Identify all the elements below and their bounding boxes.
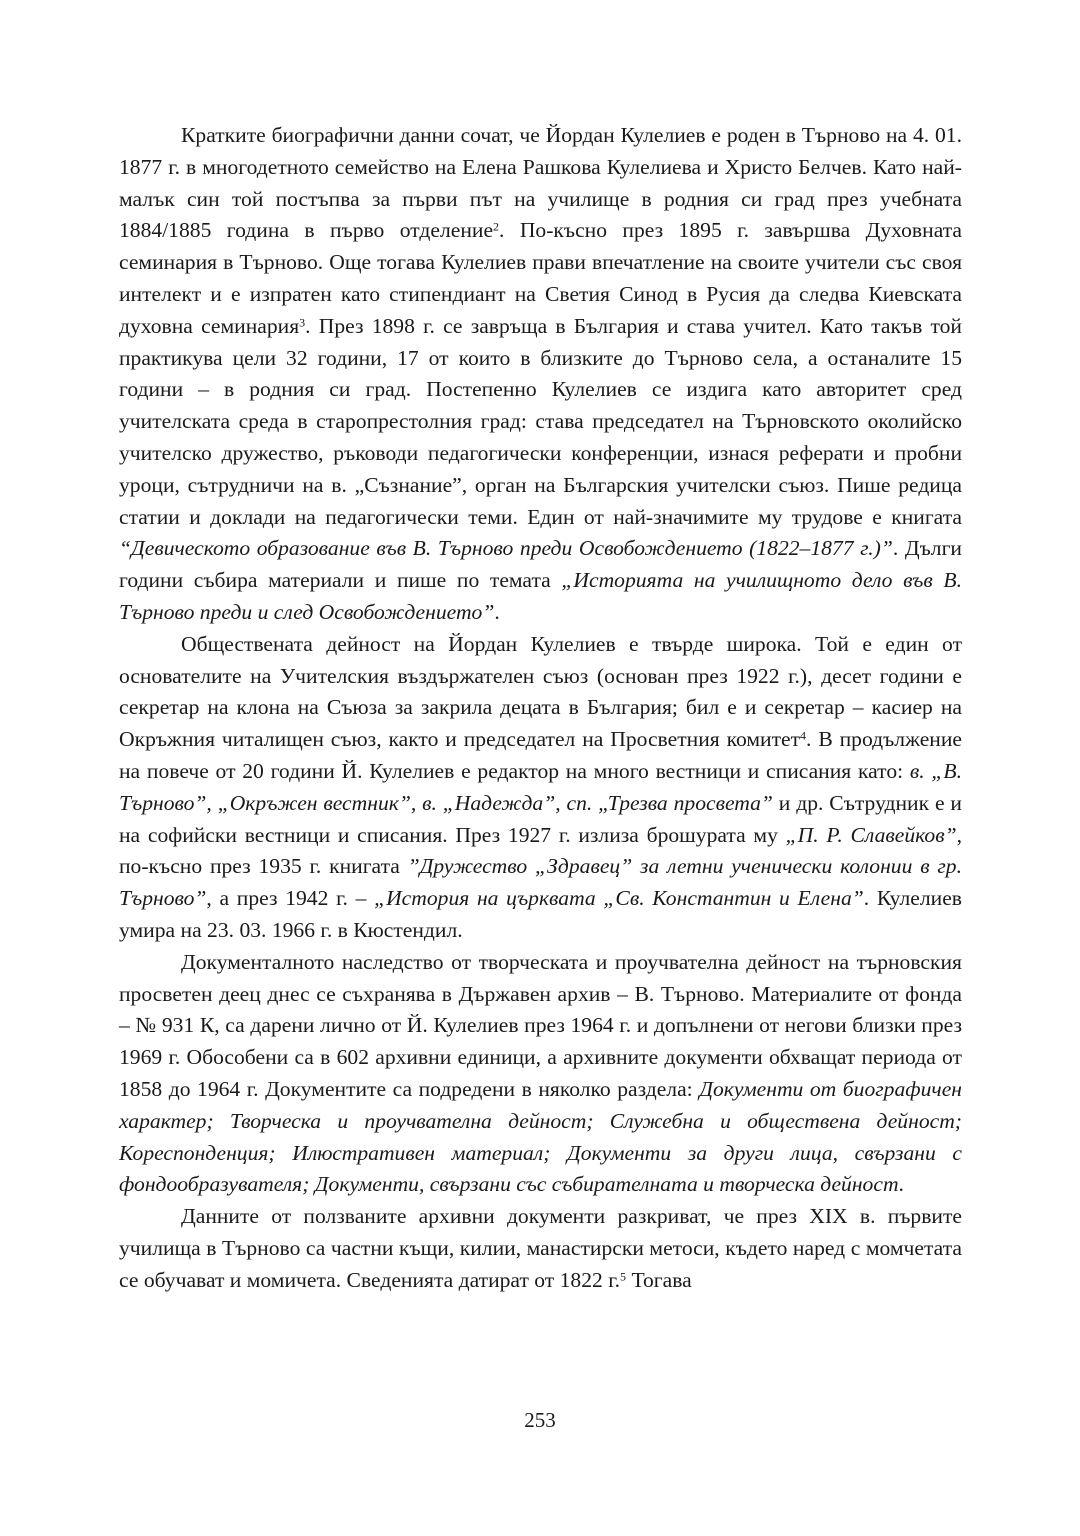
document-body: [119, 120, 962, 1296]
footnote-marker: 5: [620, 1269, 627, 1284]
footnote-marker: 2: [493, 219, 500, 234]
text-run: Обществената дейност на Йордан Кулелиев е твърде широка. Той е един от основателите на Учителския въздържателен съюз (основан през 1922 г.), десет години е секретар на клона на Съюза за закрила децата в България; бил е и секретар – касиер на Окръжния читалищен съюз, както и председател на Просветния комитет: [119, 631, 962, 752]
paragraph-public-activity: [119, 629, 962, 947]
text-run: .: [494, 599, 500, 624]
text-run: . Дълги години събира материали и пише по темата: [119, 536, 962, 593]
text-run: Данните от ползваните архивни документи разкриват, че през XIX в. първите училища в Търново са частни къщи, килии, манастирски метоси, където наред с момчетата се обучават и момичета. Сведенията датират от 1822 г.: [119, 1204, 962, 1292]
italic-title: в. „В. Търново”, „Окръжен вестник”, в. „Надежда”, сп. „Трезва просвета”: [119, 758, 962, 815]
italic-title: ”Дружество „Здравец” за летни ученически колонии в гр. Търново”: [119, 854, 962, 911]
footnote-marker: 3: [299, 315, 306, 330]
italic-title: “Девическото образование във В. Търново преди Освобождението (1822–1877 г.)”: [119, 536, 893, 561]
text-run: . По-късно през 1895 г. завършва Духовната семинария в Търново. Още тогава Кулелиев прави впечатление на своите учители със своя интелект и е изпратен като стипендиант на Светия Синод в Русия да следва Киевската духовна семинария: [119, 218, 962, 338]
italic-title: Документи от биографичен характер; Творческа и проучвателна дейност; Служебна и обществена дейност; Кореспонденция; Илюстративен материал; Документи за други лица, свързани с фондообразувателя; Документи, свързани със събирателната и творческа дейност: [119, 1076, 962, 1197]
text-run: Документалното наследство от творческата и проучвателна дейност на търновския просветен деец днес се съхранява в Държавен архив – В. Търново. Материалите от фонда – № 931 К, са дарени лично от Й. Кулелиев през 1964 г. и допълнени от негови близки през 1969 г. Обособени са в 602 архивни единици, а архивните документи обхващат периода от 1858 до 1964 г. Документите са подредени в няколко раздела:: [119, 949, 962, 1101]
text-run: Тогава: [626, 1267, 692, 1292]
italic-title: „Историята на училищното дело във В. Търново преди и след Освобождението”: [119, 568, 962, 624]
footnote-marker: 4: [800, 728, 807, 743]
text-run: , а през 1942 г. –: [206, 886, 375, 911]
text-run: , по-късно през 1935 г. книгата: [119, 822, 962, 879]
text-run: и др. Сътрудник е и на софийски вестници и списания. През 1927 г. излиза брошурата му: [119, 790, 962, 847]
paragraph-archive-fund: [119, 947, 962, 1201]
paragraph-first-schools: [119, 1201, 962, 1296]
italic-title: „История на църквата „Св. Константин и Елена”: [374, 886, 864, 911]
page-number: 253: [524, 1408, 556, 1432]
text-run: .: [898, 1172, 904, 1197]
text-run: Кратките биографични данни сочат, че Йордан Кулелиев е роден в Търново на 4. 01. 1877 г. в многодетното семейство на Елена Рашкова Кулелиева и Христо Белчев. Като най-малък син той постъпва за първи път на училище в родния си град през учебната 1884/1885 година в първо отделение: [119, 123, 962, 243]
paragraph-biography: [119, 120, 962, 629]
text-run: . Кулелиев умира на 23. 03. 1966 г. в Кюстендил.: [119, 886, 962, 942]
italic-title: „П. Р. Славейков”: [785, 822, 957, 847]
text-run: . През 1898 г. се завръща в България и става учител. Като такъв той практикува цели 32 години, 17 от които в близките до Търново села, а останалите 15 години – в родния си град. Постепенно Кулелиев се издига като авторитет сред учителската среда в старопрестолния град: става председател на Търновското околийско учителско дружество, ръководи педагогически конференции, изнася реферати и пробни уроци, сътрудничи на в. „Съзнание”, орган на Българския учителски съюз. Пише редица статии и доклади на педагогически теми. Един от най-значимите му трудове е книгата: [119, 313, 962, 529]
text-run: . В продължение на повече от 20 години Й. Кулелиев е редактор на много вестници и списания като:: [119, 727, 962, 783]
